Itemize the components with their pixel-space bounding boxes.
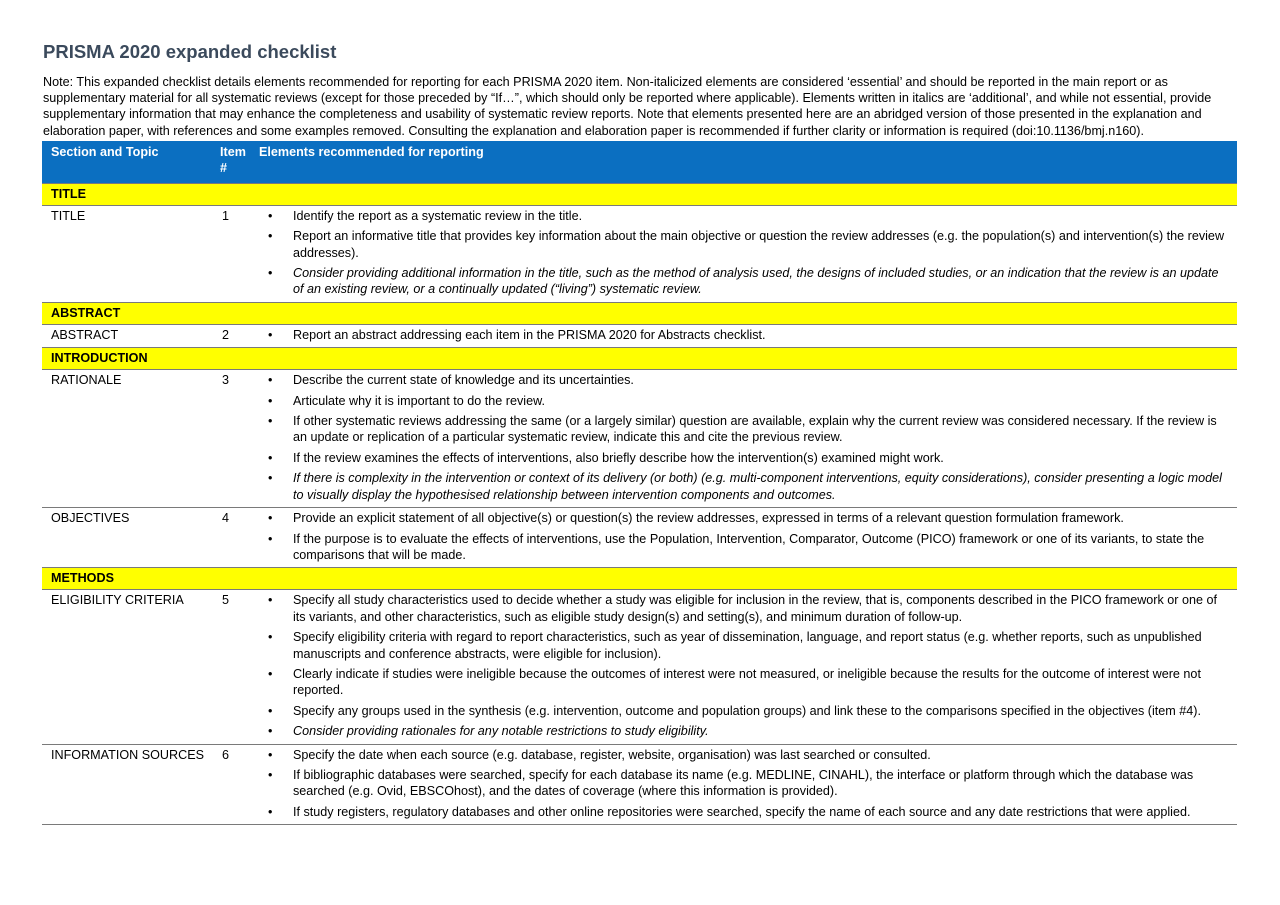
list-item: • Describe the current state of knowledge and its uncertainties.: [268, 373, 634, 388]
page-title: PRISMA 2020 expanded checklist: [43, 41, 337, 62]
bullet-icon: •: [268, 804, 273, 819]
elements-list: [258, 372, 1229, 503]
list-item: • Identify the report as a systematic review in the title.: [268, 208, 583, 223]
list-item: • Report an informative title that provides key information about the main objective or question the review addresses (e.g. the population(s) and intervention(s) the review addresses).: [268, 229, 1225, 260]
topic-cell: INFORMATION SOURCES: [42, 744, 213, 825]
topic-cell: OBJECTIVES: [51, 511, 130, 526]
list-item: • If bibliographic databases were searched, specify for each database its name (e.g. MEDLINE, CINAHL), the interface or platform through which the database was searched (e.g. Ovid, EBSCOhost), and the dates of coverage (where this information is provided).: [268, 767, 1194, 799]
bullet-icon: •: [268, 229, 273, 244]
item-number-cell: 3: [213, 370, 258, 508]
table-header-row: [42, 141, 1237, 183]
bullet-icon: •: [268, 747, 273, 762]
elements-cell: [258, 508, 1237, 568]
item-number-cell: 2: [222, 327, 230, 342]
bullet-icon: •: [268, 450, 273, 465]
section-row-title: [42, 183, 1237, 205]
item-number-cell: 6: [213, 744, 258, 825]
list-item: • If there is complexity in the intervention or context of its delivery (or both) (e.g. multi-component interventions, equity considerations), consider presenting a logic model to visually display the hypothesised relationship between intervention components and outcomes.: [268, 471, 1222, 502]
header-item-number: Item #: [213, 141, 258, 183]
elements-cell: [258, 205, 1237, 302]
list-item: • Specify all study characteristics used to decide whether a study was eligible for inclusion in the review, that is, components described in the PICO framework or one of its variants, and other characteristics, such as eligible study design(s) and setting(s), and minimum duration of follow-up.: [268, 593, 1217, 624]
table-row-objectives: [42, 508, 1237, 568]
list-item: • If other systematic reviews addressing the same (or a largely similar) question are available, explain why the current review was considered necessary. If the review is an update or replication of a particular systematic review, indicate this and cite the previous review.: [268, 414, 1217, 445]
note-paragraph: Note: This expanded checklist details elements recommended for reporting for each PRISMA 2020 item. Non-italicized elements are considered ‘essential’ and should be reported in the main report or as supplementary material for all systematic reviews (except for those preceded by “If…”, which should only be reported where applicable). Elements written in italics are ‘additional’, and while not essential, provide supplementary information that may enhance the completeness and usability of systematic review reports. Note that elements presented here are an abridged version of those presented in the explanation and elaboration paper, with references and some examples removed. Consulting the explanation and elaboration paper is recommended if further clarity or information is required (doi:10.1136/bmj.n160).: [43, 75, 1212, 138]
section-label: METHODS: [42, 568, 1237, 590]
table-row-rationale: [42, 370, 1237, 508]
bullet-icon: •: [268, 767, 273, 782]
elements-list: [258, 747, 1229, 821]
section-label: ABSTRACT: [42, 302, 1237, 324]
bullet-icon: •: [268, 511, 273, 526]
item-number-cell: 5: [213, 590, 258, 744]
list-item: • Clearly indicate if studies were ineligible because the outcomes of interest were not measured, or ineligible because the results for the outcome of interest were not reported.: [268, 666, 1201, 698]
bullet-icon: •: [268, 630, 273, 645]
elements-cell: [258, 370, 1237, 508]
elements-cell: [258, 744, 1237, 825]
section-row-introduction: [42, 348, 1237, 370]
bullet-icon: •: [268, 266, 273, 281]
checklist-table: [42, 141, 1237, 825]
elements-list: [258, 592, 1229, 739]
checklist-document: [42, 40, 1237, 825]
bullet-icon: •: [268, 724, 273, 739]
topic-cell: RATIONALE: [42, 370, 213, 508]
table-row-abstract: [42, 324, 1237, 347]
bullet-icon: •: [268, 531, 273, 546]
topic-cell: TITLE: [42, 205, 213, 302]
table-row-eligibility: [42, 590, 1237, 744]
list-item: • Specify eligibility criteria with regard to report characteristics, such as year of dissemination, language, and report status (e.g. whether reports, such as unpublished manuscripts and conference abstracts, were eligible for inclusion).: [268, 630, 1202, 661]
list-item: • Specify the date when each source (e.g. database, register, website, organisation) was last searched or consulted.: [268, 747, 931, 762]
list-item: • Consider providing rationales for any notable restrictions to study eligibility.: [268, 724, 709, 739]
section-label: TITLE: [42, 183, 1237, 205]
bullet-icon: •: [268, 327, 273, 342]
bullet-icon: •: [268, 593, 273, 608]
section-row-abstract: [42, 302, 1237, 324]
bullet-icon: •: [268, 414, 273, 429]
table-row-title: [42, 205, 1237, 302]
elements-cell: [258, 590, 1237, 744]
list-item: • If the review examines the effects of interventions, also briefly describe how the intervention(s) examined might work.: [268, 450, 944, 465]
list-item: • Articulate why it is important to do the review.: [268, 393, 545, 408]
topic-cell: ELIGIBILITY CRITERIA: [42, 590, 213, 744]
header-elements: Elements recommended for reporting: [258, 141, 1237, 183]
topic-cell: ABSTRACT: [51, 327, 119, 342]
elements-list: [258, 510, 1229, 563]
bullet-icon: •: [268, 703, 273, 718]
list-item: • If the purpose is to evaluate the effects of interventions, use the Population, Intervention, Comparator, Outcome (PICO) framework or one of its variants, to state the comparisons that will be made.: [268, 531, 1205, 562]
section-label: INTRODUCTION: [42, 348, 1237, 370]
header-section-topic: Section and Topic: [42, 141, 213, 183]
section-row-methods: [42, 568, 1237, 590]
list-item: • Provide an explicit statement of all objective(s) or question(s) the review addresses, expressed in terms of a relevant question formulation framework.: [268, 511, 1124, 526]
list-item: • Specify any groups used in the synthesis (e.g. intervention, outcome and population groups) and link these to the comparisons specified in the objectives (item #4).: [268, 703, 1201, 718]
bullet-icon: •: [268, 471, 273, 486]
bullet-icon: •: [268, 393, 273, 408]
list-item: • If study registers, regulatory databases and other online repositories were searched, specify the name of each source and any date restrictions that were applied.: [268, 804, 1191, 819]
item-number-cell: 4: [222, 511, 230, 526]
elements-list: [258, 208, 1229, 298]
bullet-icon: •: [268, 666, 273, 681]
list-item: • Consider providing additional information in the title, such as the method of analysis used, the designs of included studies, or an indication that the review is an update of an existing review, or a continually updated (“living”) systematic review.: [268, 266, 1219, 297]
elements-cell: [258, 324, 1237, 347]
table-row-information-sources: [42, 744, 1237, 825]
item-number-cell: 1: [213, 205, 258, 302]
bullet-icon: •: [268, 208, 273, 223]
list-item: • Report an abstract addressing each item in the PRISMA 2020 for Abstracts checklist.: [268, 327, 766, 342]
elements-list: [258, 327, 1229, 343]
bullet-icon: •: [268, 373, 273, 388]
